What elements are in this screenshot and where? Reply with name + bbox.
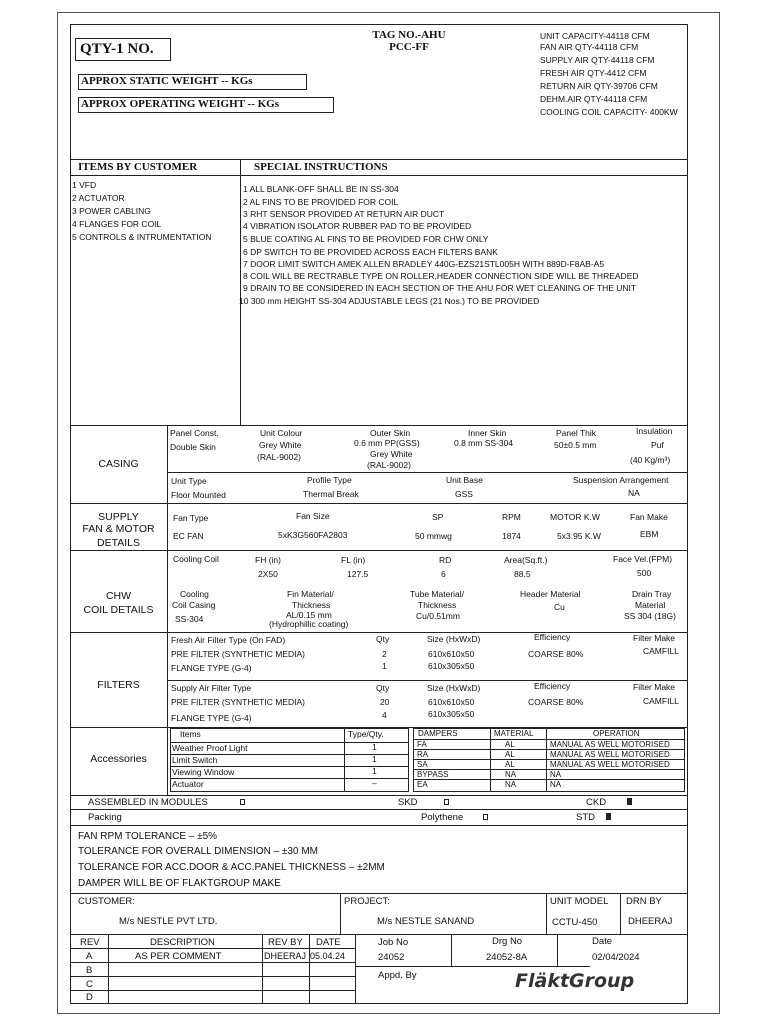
damper-operation: NA [550,770,562,779]
supply-flange-size: 610x305x50 [428,709,475,719]
instruction: 7 DOOR LIMIT SWITCH AMEK ALLEN BRADLEY 440G-EZS21STL005H WITH 889D-F8AB-A5 [243,259,605,269]
capacity-5: DEHM.AIR QTY-44118 CFM [540,94,648,104]
rev-by-header: REV BY [268,937,303,948]
rev-row: C [86,979,93,990]
supply-make-header: Filter Make [633,682,676,692]
filter-eff-header: Efficiency [534,632,571,642]
fh-value: 2X50 [258,569,278,579]
drain-tray-header2: Material [635,600,666,610]
job-no-header: Job No [378,937,409,948]
accessories-type-header: Type/Qty. [348,729,384,739]
outer-skin-header: Outer Skin [370,428,411,438]
unit-model-value: CCTU-450 [552,917,598,928]
std-label: STD [576,812,595,823]
supply-pre-filter: PRE FILTER (SYNTHETIC MEDIA) [171,697,305,707]
rev-row: D [86,992,93,1003]
customer-header: CUSTOMER: [78,896,135,907]
suspension-value: NA [628,488,640,498]
date-header2: Date [592,936,613,947]
insulation-value: Puf [651,440,664,450]
fresh-make: CAMFILL [643,646,679,656]
qty-text: QTY-1 NO. [80,41,154,57]
tag-line2: PCC-FF [389,41,429,53]
drain-tray-value: SS 304 (18G) [624,611,676,621]
rev-header: REV [80,937,100,948]
damper-material: AL [505,750,515,759]
accessory-qty: 1 [372,754,377,764]
accessory-qty: – [372,778,377,788]
unit-colour-value2: (RAL-9002) [257,452,301,462]
cooling-coil-label: Cooling Coil [173,554,219,564]
date-value: 02/04/2024 [592,952,640,963]
fan-size-value: 5xK3G560FA2803 [278,530,348,540]
tag-line1: TAG NO.-AHU [372,29,446,41]
area-header: Area(Sq.ft.) [504,555,548,565]
supply-filter-header: Supply Air Filter Type [171,683,252,693]
unit-model-header: UNIT MODEL [550,896,609,907]
panel-const-value: Double Skin [170,442,216,452]
note-line: TOLERANCE FOR ACC.DOOR & ACC.PANEL THICKNESS – ±2MM [78,862,385,873]
fl-value: 127.5 [347,569,369,579]
note-line: TOLERANCE FOR OVERALL DIMENSION – ±30 MM [78,846,318,857]
inner-skin-value: 0.8 mm SS-304 [454,438,514,448]
supply-fan-label: SUPPLY [98,511,139,523]
unit-base-value: GSS [455,489,473,499]
header-material-value: Cu [554,602,565,612]
supply-make: CAMFILL [643,696,679,706]
customer-item: 2 ACTUATOR [72,193,125,203]
rev-row: A [86,951,93,962]
unit-type-header: Unit Type [171,476,207,486]
damper-material: NA [505,770,517,779]
instruction: 10 300 mm HEIGHT SS-304 ADJUSTABLE LEGS (21 Nos.) TO BE PROVIDED [239,296,540,306]
header-material-header: Header Material [520,589,581,599]
polythene-label: Polythene [421,812,464,823]
face-vel-value: 500 [637,568,652,578]
insulation-header: Insulation [636,426,673,436]
tube-header: Tube Material/ [410,589,465,599]
filter-make-header: Filter Make [633,633,676,643]
damper-material: NA [505,780,517,789]
instruction: 1 ALL BLANK-OFF SHALL BE IN SS-304 [243,184,399,194]
customer-item: 3 POWER CABLING [72,206,151,216]
face-vel-header: Face Vel.(FPM) [613,554,673,564]
outer-skin-value: 0.6 mm PP(GSS) [354,438,420,448]
tube-value: Cu/0.51mm [416,611,460,621]
flaktgroup-logo: FläktGroup [515,970,635,992]
accessory-qty: 1 [372,766,377,776]
special-instructions-title: SPECIAL INSTRUCTIONS [254,161,388,173]
accessories-items-header: Items [180,729,201,739]
sp-value: 50 mmwg [415,531,452,541]
instruction: 4 VIBRATION ISOLATOR RUBBER PAD TO BE PROVIDED [243,221,472,231]
fresh-flange-size: 610x305x50 [428,661,475,671]
drain-tray-header: Drain Tray [632,589,672,599]
inner-skin-header: Inner Skin [468,428,507,438]
fresh-flange-qty: 1 [382,661,387,671]
instruction: 5 BLUE COATING AL FINS TO BE PROVIDED FOR CHW ONLY [243,234,489,244]
customer-name: M/s NESTLE PVT LTD. [119,916,218,927]
motor-value: 5x3.95 K.W [557,531,601,541]
capacity-2: SUPPLY AIR QTY-44118 CFM [540,55,655,65]
fin-value: AL/0.15 mm [286,610,332,620]
fan-type-header: Fan Type [173,513,209,523]
dampers-header: DAMPERS [418,729,458,738]
approved-by: Appd. By [378,970,417,981]
chw-label2: COIL DETAILS [83,604,154,616]
drg-no-header: Drg No [492,936,523,947]
packing-label: Packing [88,812,122,823]
fin-header: Fin Material/ [287,589,334,599]
casing-label: CASING [98,458,139,470]
damper-name: RA [417,750,429,759]
damper-material: AL [505,760,515,769]
supply-pre-qty: 20 [380,697,390,707]
damper-operation: NA [550,780,562,789]
fin-value2: (Hydrophillic coating) [269,619,349,629]
damper-operation: MANUAL AS WELL MOTORISED [550,750,670,759]
fresh-pre-qty: 2 [382,649,387,659]
supply-flange-qty: 4 [382,710,387,720]
drn-by-header: DRN BY [626,896,662,907]
capacity-6: COOLING COIL CAPACITY- 400KW [540,107,678,117]
ckd-label: CKD [586,797,607,808]
instruction: 2 AL FINS TO BE PROVIDED FOR COIL [243,197,399,207]
damper-operation: MANUAL AS WELL MOTORISED [550,740,670,749]
damper-name: SA [417,760,428,769]
coil-casing-header: Cooling [180,589,209,599]
customer-item: 4 FLANGES FOR COIL [72,219,162,229]
unit-type-value: Floor Mounted [171,490,226,500]
ckd-checkbox [627,798,632,805]
supply-flange: FLANGE TYPE (G-4) [171,713,252,723]
instruction: 3 RHT SENSOR PROVIDED AT RETURN AIR DUCT [243,209,445,219]
fresh-flange: FLANGE TYPE (G-4) [171,663,252,673]
fan-type-value: EC FAN [173,531,204,541]
note-line: DAMPER WILL BE OF FLAKTGROUP MAKE [78,878,281,889]
rev-date: 05.04.24 [310,951,346,961]
fin-header2: Thickness [292,600,331,610]
unit-colour-value: Grey White [259,440,302,450]
fan-make-header: Fan Make [630,512,668,522]
supply-size-header: Size (HxWxD) [427,683,481,693]
modules-checkbox [240,799,245,805]
std-checkbox [606,813,611,820]
supply-fan-label3: DETAILS [97,537,140,549]
panel-const-header: Panel Const. [170,428,219,438]
fan-make-value: EBM [640,529,659,539]
capacity-0: UNIT CAPACITY-44118 CFM [540,31,650,41]
customer-item: 5 CONTROLS & INTRUMENTATION [72,232,212,242]
static-weight: APPROX STATIC WEIGHT -- KGs [81,75,253,87]
note-line: FAN RPM TOLERANCE – ±5% [78,831,218,842]
supply-eff-header: Efficiency [534,681,571,691]
panel-thik-value: 50±0.5 mm [554,440,597,450]
supply-qty-header: Qty [376,683,390,693]
damper-name: EA [417,780,428,789]
rev-by: DHEERAJ [264,951,307,961]
unit-base-header: Unit Base [446,475,483,485]
fresh-efficiency: COARSE 80% [528,649,584,659]
rd-header: RD [439,555,452,565]
profile-type-header: Profile Type [307,475,352,485]
insulation-value2: (40 Kg/m³) [630,455,671,465]
damper-operation: MANUAL AS WELL MOTORISED [550,760,670,769]
assembled-in-modules: ASSEMBLED IN MODULES [88,797,208,808]
supply-efficiency: COARSE 80% [528,697,584,707]
date-header: DATE [316,937,341,948]
rev-description: AS PER COMMENT [135,951,222,962]
damper-name: FA [417,740,427,749]
panel-thik-header: Panel Thik [556,428,597,438]
rev-row: B [86,965,93,976]
rpm-value: 1874 [502,531,521,541]
unit-colour-header: Unit Colour [260,428,303,438]
damper-name: BYPASS [417,770,449,779]
coil-casing-value: SS-304 [175,614,204,624]
fresh-pre-size: 610x610x50 [428,649,475,659]
drg-no-value: 24052-8A [486,952,528,963]
fl-header: FL (in) [341,555,366,565]
tube-header2: Thickness [418,600,457,610]
fresh-pre-filter: PRE FILTER (SYNTHETIC MEDIA) [171,649,305,659]
accessory-item: Viewing Window [172,767,235,777]
items-by-customer-title: ITEMS BY CUSTOMER [78,161,198,173]
capacity-1: FAN AIR QTY-44118 CFM [540,42,639,52]
accessories-label: Accessories [90,753,147,765]
capacity-3: FRESH AIR QTY-4412 CFM [540,68,647,78]
drn-by-value: DHEERAJ [628,916,673,927]
instruction: 9 DRAIN TO BE CONSIDERED IN EACH SECTION OF THE AHU FOR WET CLEANING OF THE UNIT [243,283,637,293]
customer-item: 1 VFD [72,180,97,190]
capacity-4: RETURN AIR QTY-39706 CFM [540,81,658,91]
supply-pre-size: 610x610x50 [428,697,475,707]
supply-fan-label2: FAN & MOTOR [82,523,155,535]
filters-label: FILTERS [97,679,140,691]
outer-skin-value3: (RAL-9002) [367,460,411,470]
description-header: DESCRIPTION [150,937,215,948]
fresh-filter-header: Fresh Air Filter Type (On FAD) [171,635,286,645]
chw-label: CHW [105,590,132,602]
rpm-header: RPM [502,512,521,522]
accessory-item: Actuator [172,779,204,789]
instruction: 6 DP SWITCH TO BE PROVIDED ACROSS EACH FILTERS BANK [243,247,498,257]
profile-type-value: Thermal Break [303,489,359,499]
filter-size-header: Size (HxWxD) [427,634,481,644]
motor-header: MOTOR K.W [550,512,600,522]
skd-label: SKD [398,797,418,808]
instruction: 8 COIL WILL BE RECTRABLE TYPE ON ROLLER,HEADER CONNECTION SIDE WILL BE THREADED [243,271,639,281]
outer-skin-value2: Grey White [370,449,413,459]
polythene-checkbox [483,814,488,820]
accessory-item: Weather Proof Light [172,743,248,753]
project-name: M/s NESTLE SANAND [377,916,475,927]
operating-weight: APPROX OPERATING WEIGHT -- KGs [81,98,280,110]
rd-value: 6 [441,569,446,579]
fh-header: FH (in) [255,555,281,565]
sp-header: SP [432,512,444,522]
accessory-item: Limit Switch [172,755,218,765]
coil-casing-header2: Coil Casing [172,600,216,610]
project-header: PROJECT: [344,896,390,907]
skd-checkbox [444,799,449,805]
suspension-header: Suspension Arrangement [573,475,669,485]
area-value: 88.5 [514,569,531,579]
fan-size-header: Fan Size [296,511,330,521]
filter-qty-header: Qty [376,634,390,644]
operation-header: OPERATION [593,729,640,738]
accessory-qty: 1 [372,742,377,752]
damper-material: AL [505,740,515,749]
job-no-value: 24052 [378,952,405,963]
material-header: MATERIAL [494,729,534,738]
